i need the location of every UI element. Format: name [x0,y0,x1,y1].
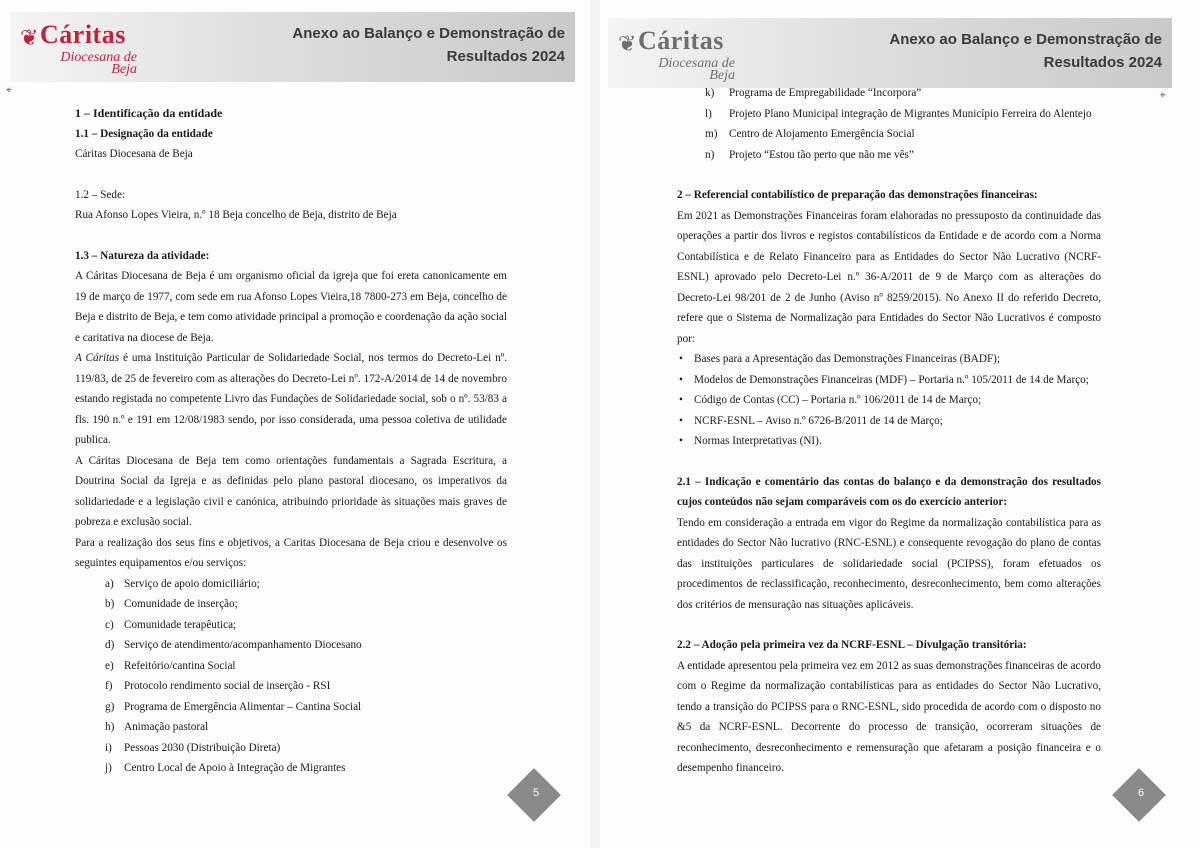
logo-sub-line1: Diocesana de [658,56,735,71]
list-item-text: Comunidade terapêutica; [124,618,237,631]
list-item-text: Protocolo rendimento social de inserção - RSI [124,680,331,692]
entity-name: Cáritas Diocesana de Beja [75,148,193,160]
bullet-item: • NCRF-ESNL – Aviso n.º 6726-B/2011 de 14 de Março; [677,411,1101,432]
paragraph: A Cáritas Diocesana de Beja tem como orientações fundamentais a Sagrada Escritura, a Doutrina Social da Igreja e as definidas pelo plano pastoral diocesano, os imperativos da solidariedade e a legislação civil e canónica, atribuindo prioridade às situações mais graves de pobreza e exclusão social. [75,454,507,528]
list-item-letter: d) [105,639,115,651]
logo-name: Cáritas [638,26,724,55]
entity-address: Rua Afonso Lopes Vieira, n.º 18 Beja concelho de Beja, distrito de Beja [75,209,397,221]
logo-subtitle [42,52,137,76]
section-heading-1: 1 – Identificação da entidade [75,106,223,120]
paragraph: Tendo em consideração a entrada em vigor do Regime da normalização contabilística para as entidades do Sector Não lucrativo (RNC-ESNL) e consequente revogação do plano de contas das instituições particulares de solidariedade social (PCIPSS), foram efetuados os procedimentos de reclassificação, reconhecimento, desreconhecimento, bem como alterações dos critérios de mensuração nas situações aplicáveis. [677,516,1101,611]
page-number: 5 [533,786,540,799]
header-title-line1: Anexo ao Balanço e Demonstração de [292,25,565,42]
list-item-text: Centro de Alojamento Emergência Social [729,128,915,140]
paragraph [75,348,507,451]
list-item-letter: m) [705,128,718,140]
list-item [677,124,1101,145]
paragraph: Para a realização dos seus fins e objetivos, a Caritas Diocesana de Beja criou e desenvolve os seguintes equipamentos e/ou serviços: [75,536,507,569]
services-list [75,574,507,779]
header-title [889,28,1162,74]
list-item [677,145,1101,166]
header-title [292,22,565,68]
caritas-logo [618,24,735,84]
list-item-letter: k) [705,87,715,99]
list-item-text: Projeto Plano Municipal integração de Migrantes Município Ferreira do Alentejo [729,107,1092,120]
list-item-text: Programa de Empregabilidade “Incorpora” [729,87,922,99]
list-item [75,738,507,759]
paragraph: Em 2021 as Demonstrações Financeiras foram elaboradas no pressuposto da continuidade das operações a partir dos livros e registos contabilísticos da Entidade e de acordo com a Norma Contabilística e de Relato Financeiro para as Entidades do Sector Não Lucrativo (NCRF-ESNL) aprovado pelo Decreto-Lei n.º 36-A/2011 de 9 de Março com as alterações do Decreto-Lei 98/201 de 2 de Junho (Aviso nº 8259/2015). No Anexo II do referido Decreto, refere que o Sistema de Normalização para Entidades do Sector Não Lucrativos é composto por: [677,209,1101,345]
list-item-text: Serviço de atendimento/acompanhamento Diocesano [124,639,362,651]
caritas-logo [20,18,137,78]
list-item-letter: l) [705,107,712,120]
section-heading-1-2: 1.2 – Sede: [75,188,126,201]
page-number: 6 [1138,786,1145,799]
page-header [608,18,1172,88]
list-item [75,656,507,677]
page-number-badge [507,768,561,822]
list-item-letter: h) [105,721,115,733]
list-item-text: Centro Local de Apoio à Integração de Migrantes [124,762,346,774]
paragraph: A entidade apresentou pela primeira vez em 2012 as suas demonstrações financeiras de acordo com o Regime da normalização contabilísticas para as entidades do Sector Não Lucrativo, tendo a transição do PCIPSS para o RNC-ESNL, sido procedida de acordo com o disposto no &5 da NCRF-ESNL. Decorrente do processo de transição, ocorreram situações de reconhecimento, desreconhecimento e remensuração que afetaram a posição financeira e o desempenho financeiro. [677,659,1101,774]
scan-mark-icon: ⌖ [6,85,12,96]
section-heading-1-3: 1.3 – Natureza da atividade: [75,249,210,262]
list-item [677,104,1101,125]
list-item-letter: j) [105,762,112,774]
standards-bullet-list [677,349,1101,452]
heart-flame-icon: ❦ [618,32,637,57]
list-item-text: Animação pastoral [124,721,209,733]
page-header [10,12,575,82]
list-item [75,676,507,697]
page-left [0,0,590,848]
list-item [75,697,507,718]
list-item-text: Serviço de apoio domiciliário; [124,577,260,590]
heart-flame-icon: ❦ [20,26,39,51]
left-page-content [75,103,507,779]
list-item-text: Pessoas 2030 (Distribuição Direta) [124,741,281,754]
list-item-letter: e) [105,659,114,672]
list-item-letter: i) [105,741,112,754]
logo-name: Cáritas [40,20,126,49]
list-item-letter: b) [105,598,115,610]
section-heading-2: 2 – Referencial contabilístico de preparação das demonstrações financeiras: [677,189,1038,201]
header-title-line2: Resultados 2024 [1043,54,1162,71]
bullet-item: • Modelos de Demonstrações Financeiras (MDF) – Portaria n.º 105/2011 de 14 de Março; [677,370,1101,391]
paragraph-text: é uma Instituição Particular de Solidariedade Social, nos termos do Decreto-Lei nº. 119/83, de 25 de fevereiro com as alterações do Decreto-Lei nº. 172-A/2014 de 14 de novembro estando registada no competente Livro das Fundações de Solidariedade social, sob o nº. 53/83 a fls. 190 n.º e 191 em 12/08/1983 sendo, por isso considerada, uma pessoa coletiva de utilidade publica. [75,352,507,446]
list-item-text: Comunidade de inserção; [124,598,238,610]
services-list-continued [677,83,1101,165]
scan-mark-icon: ⌖ [1160,90,1166,101]
bullet-item: • Bases para a Apresentação das Demonstrações Financeiras (BADF); [677,349,1101,370]
list-item-letter: a) [105,577,114,590]
page-right [600,0,1200,848]
list-item-letter: n) [705,148,715,161]
list-item [75,594,507,615]
bullet-item: • Código de Contas (CC) – Portaria n.º 106/2011 de 14 de Março; [677,390,1101,411]
page-gutter [590,0,600,848]
list-item [75,615,507,636]
right-page-content [677,83,1101,779]
logo-sub-line1: Diocesana de [60,50,137,65]
list-item-letter: c) [105,618,114,631]
logo-sub-line2: Beja [709,68,735,83]
paragraph: A Cáritas Diocesana de Beja é um organismo oficial da igreja que foi ereta canonicamente em 19 de março de 1977, com sede em rua Afonso Lopes Vieira,18 7800-273 em Beja, concelho de Beja e distrito de Beja, e tem como atividade principal a promoção e coordenação da ação social e caritativa na diocese de Beja. [75,270,507,344]
header-title-line2: Resultados 2024 [446,48,565,65]
bullet-item: • Normas Interpretativas (NI). [677,431,1101,452]
header-title-line1: Anexo ao Balanço e Demonstração de [889,31,1162,48]
list-item [75,758,507,779]
list-item-text: Programa de Emergência Alimentar – Cantina Social [124,700,362,713]
section-heading-1-1: 1.1 – Designação da entidade [75,127,213,140]
section-heading-2-1: 2.1 – Indicação e comentário das contas do balanço e da demonstração dos resultados cujos conteúdos não sejam comparáveis com os do exercício anterior: [677,475,1101,508]
emphasis-text: A Cáritas [75,352,120,364]
section-heading-2-2: 2.2 – Adoção pela primeira vez da NCRF-ESNL – Divulgação transitória: [677,639,1027,651]
list-item-letter: f) [105,680,113,692]
list-item [75,635,507,656]
list-item-letter: g) [105,700,115,713]
list-item [75,574,507,595]
list-item [75,717,507,738]
logo-sub-line2: Beja [111,62,137,77]
page-number-badge [1112,768,1166,822]
logo-subtitle [640,58,735,82]
list-item-text: Refeitório/cantina Social [124,659,236,672]
list-item-text: Projeto “Estou tão perto que não me vês” [729,148,914,161]
list-item [677,83,1101,104]
